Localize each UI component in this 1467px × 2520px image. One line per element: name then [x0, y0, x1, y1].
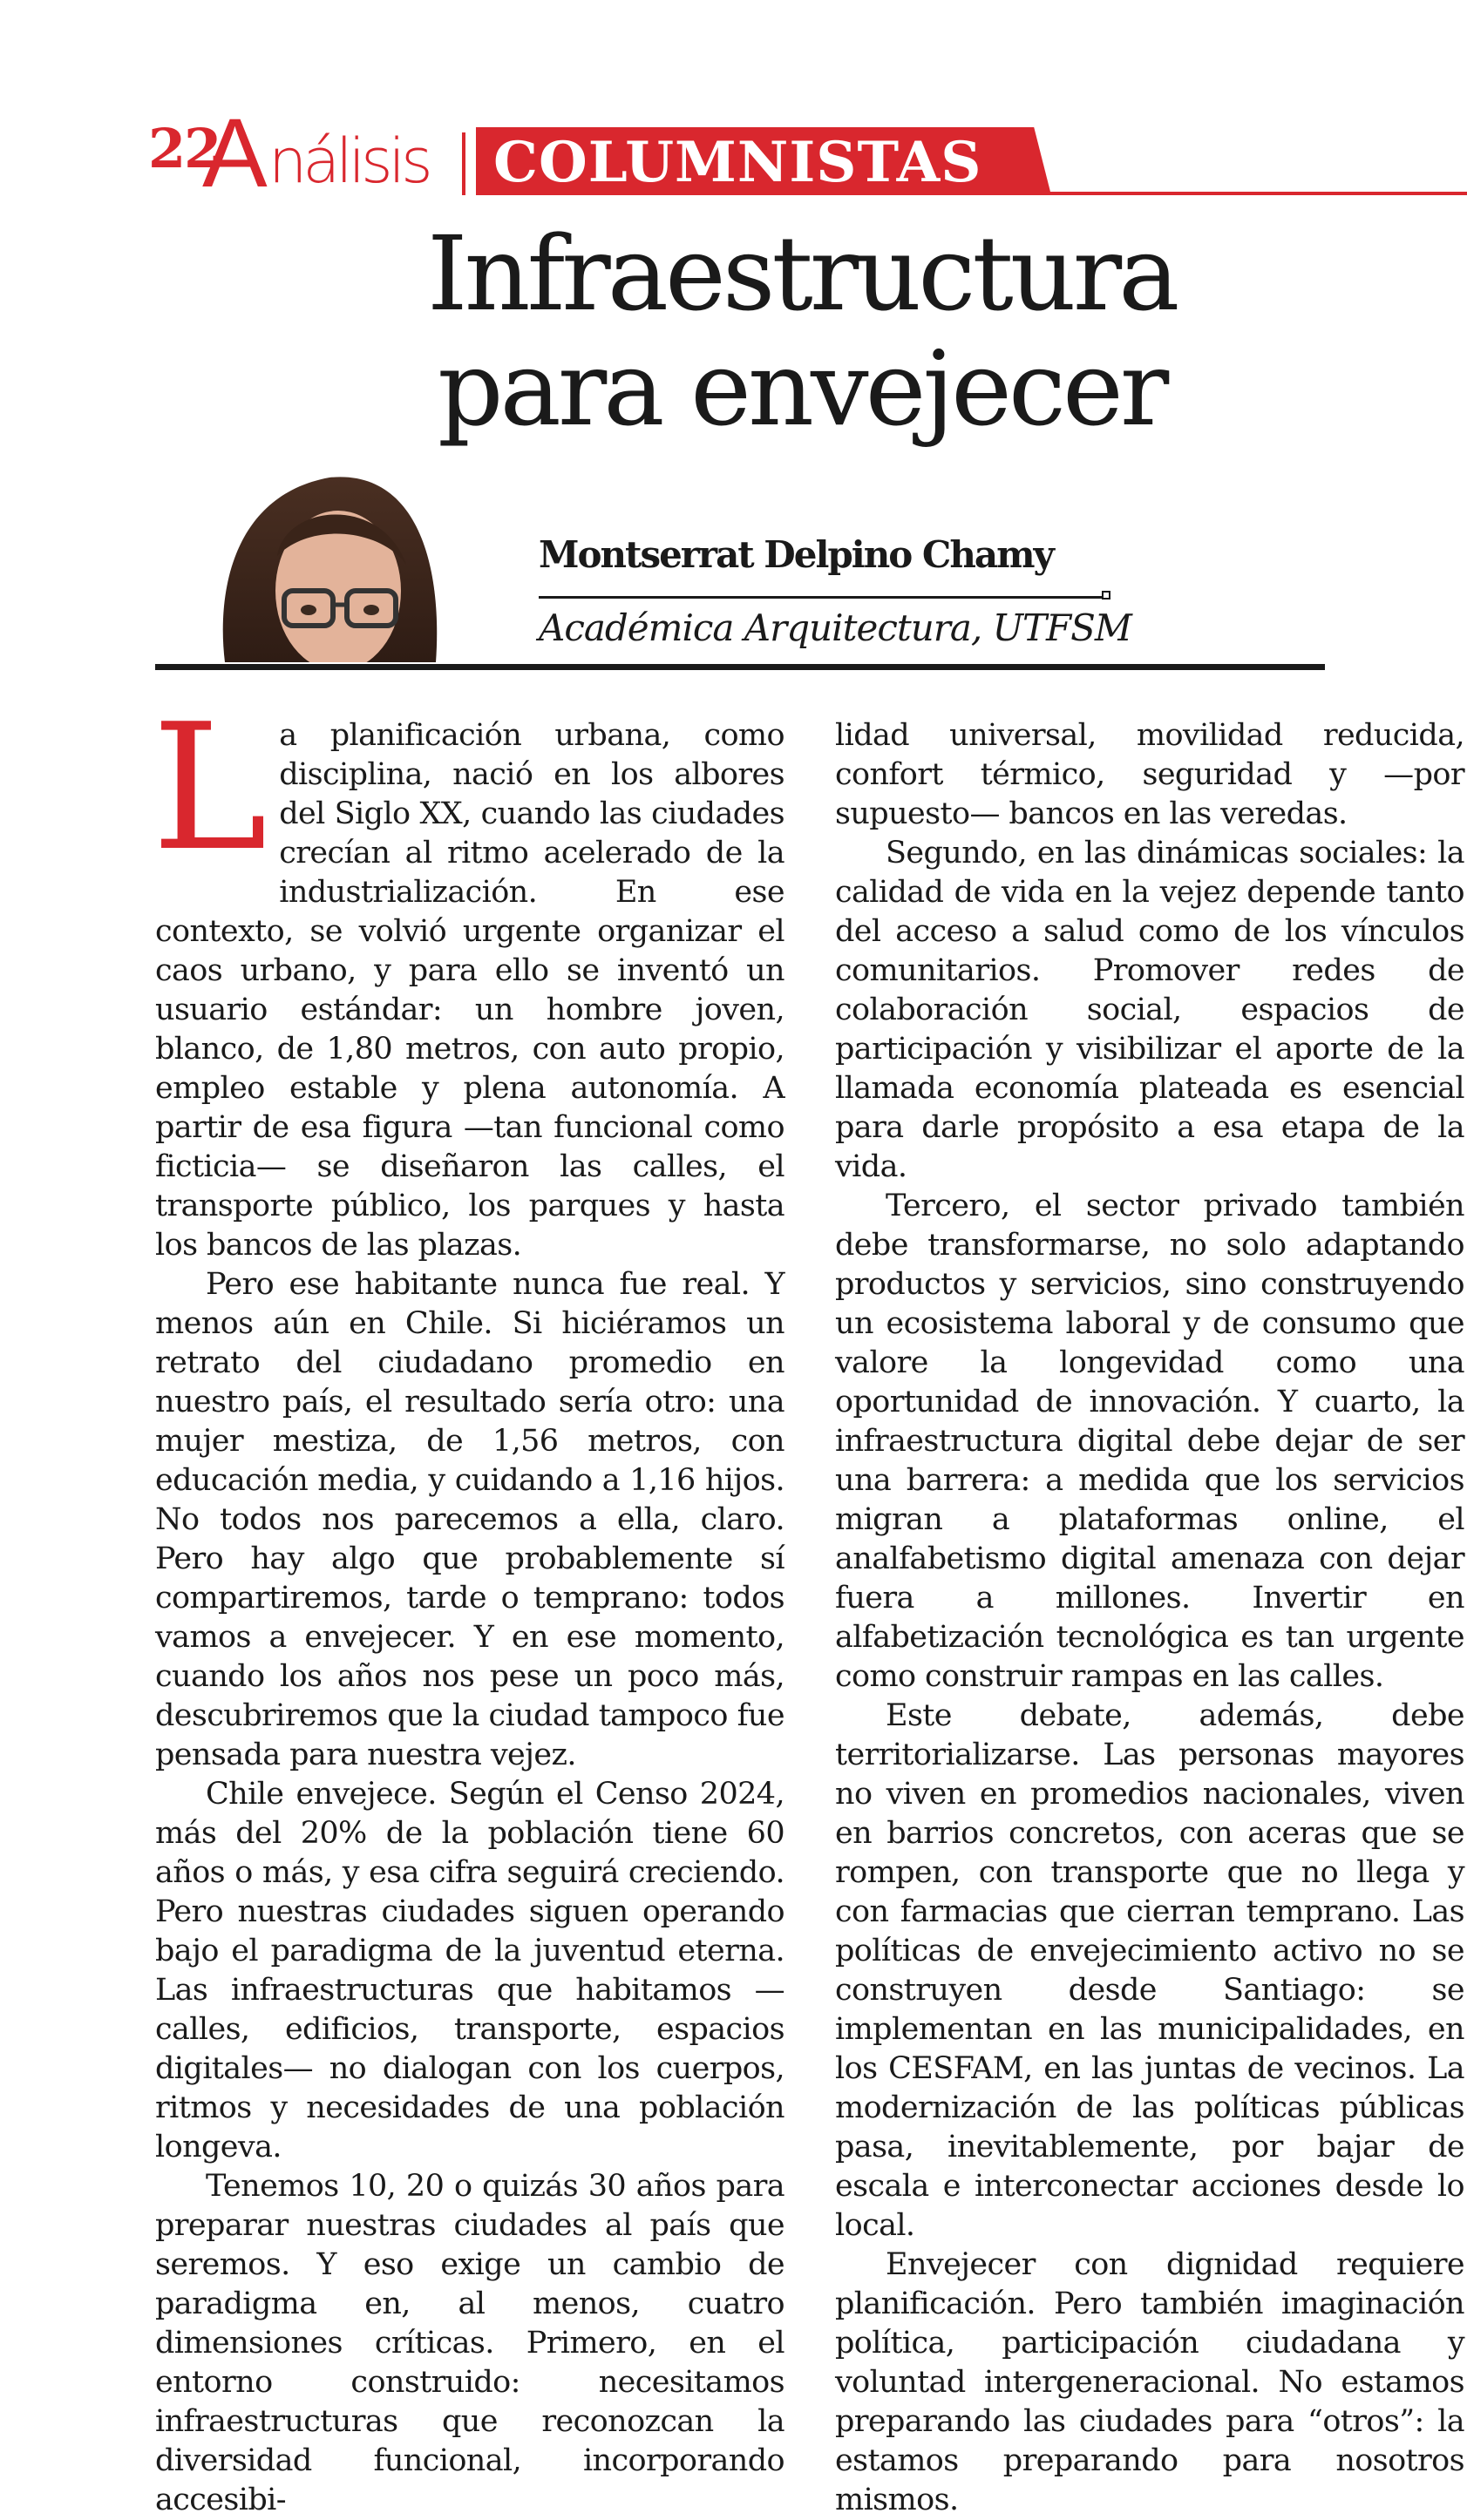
paragraph: Este debate, además, debe territorializarse. Las personas mayores no viven en promedios nacionales, viven en barrios concretos, con aceras que se rompen, con transporte que no llega y con farmacias que cierran temprano. Las políticas de envejecimiento activo no se construyen desde Santiago: se implementan en las municipalidades, en los CESFAM, en las juntas de vecinos. La modernización de las políticas públicas pasa, inevitablemente, por bajar de escala e interconectar acciones desde lo local.	[835, 1698, 1464, 2243]
paragraph: lidad universal, movilidad reducida, confort térmico, seguridad y —por supuesto— bancos en las veredas.	[835, 718, 1464, 831]
paragraph: Envejecer con dignidad requiere planificación. Pero también imaginación política, participación ciudadana y voluntad intergeneracional. No estamos preparando las ciudades para “otros”: la estamos preparando para nosotros mismos.	[835, 2247, 1464, 2517]
author-photo	[207, 460, 445, 662]
paragraph	[152, 687, 784, 1265]
author-divider-end-icon	[1102, 591, 1110, 600]
paragraph: Chile envejece. Según el Censo 2024, más del 20% de la población tiene 60 años o más, y esa cifra seguirá creciendo. Pero nuestras ciudades siguen operando bajo el paradigma de la juventud eterna. Las infraestructuras que habitamos —calles, edificios, transporte, espacios digitales— no dialogan con los cuerpos, ritmos y necesidades de una población longeva.	[155, 1777, 784, 2164]
article-title	[427, 213, 1386, 449]
author-divider	[539, 596, 1105, 599]
article-column-right	[835, 716, 1464, 2520]
header-rule	[1046, 192, 1467, 195]
author-name: Montserrat Delpino Chamy	[539, 533, 1053, 576]
paragraph: Segundo, en las dinámicas sociales: la calidad de vida en la vejez depende tanto del acceso a salud como de los vínculos comunitarios. Promover redes de colaboración social, espacios de participación y visibilizar el aporte de la llamada economía plateada es esencial para darle propósito a esa etapa de la vida.	[835, 836, 1464, 1184]
paragraph-text: a planificación urbana, como disciplina, nació en los albores del Siglo XX, cuando las ciudades crecían al ritmo acelerado de la industrialización. En ese contexto, se volvió urgente organizar el caos urbano, y para ello se inventó un usuario estándar: un hombre joven, blanco, de 1,80 metros, con auto propio, empleo estable y plena autonomía. A partir de esa figura —tan funcional como ficticia— se diseñaron las calles, el transporte público, los parques y hasta los bancos de las plazas.	[155, 718, 784, 1263]
article-column-left	[152, 687, 784, 2520]
article-title-line-2: para envejecer	[438, 329, 1166, 449]
paragraph: Tercero, el sector privado también debe transformarse, no solo adaptando productos y servicios, sino construyendo un ecosistema laboral y de consumo que valore la longevidad como una oportunidad de innovación. Y cuarto, la infraestructura digital debe dejar de ser una barrera: a medida que los servicios migran a plataformas online, el analfabetismo digital amenaza con dejar fuera a millones. Invertir en alfabetización tecnológica es tan urgente como construir rampas en las calles.	[835, 1189, 1464, 1694]
paragraph: Tenemos 10, 20 o quizás 30 años para preparar nuestras ciudades al país que seremos. Y eso exige un cambio de paradigma en, al menos, cuatro dimensiones críticas. Primero, en el entorno construido: necesitamos infraestructuras que reconozcan la diversidad funcional, incorporando accesibi-	[155, 2169, 784, 2517]
title-divider	[155, 664, 1325, 670]
paragraph: Pero ese habitante nunca fue real. Y menos aún en Chile. Si hiciéramos un retrato del ciudadano promedio en nuestro país, el resultado sería otro: una mujer mestiza, de 1,56 metros, con educación media, y cuidando a 1,16 hijos. No todos nos parecemos a ella, claro. Pero hay algo que probablemente sí compartiremos, tarde o temprano: todos vamos a envejecer. Y en ese momento, cuando los años nos pese un poco más, descubriremos que la ciudad tampoco fue pensada para nuestra vejez.	[155, 1267, 784, 1772]
author-role: Académica Arquitectura, UTFSM	[539, 606, 1131, 649]
author-portrait-icon	[207, 460, 445, 662]
drop-cap: L	[152, 687, 268, 890]
page-number: 22	[148, 117, 221, 180]
section-label: COLUMNISTAS	[493, 130, 982, 195]
article-title-line-1: Infraestructura	[427, 213, 1177, 334]
section-name-initial: A	[202, 98, 264, 207]
section-separator	[462, 132, 465, 195]
section-name: nálisis	[268, 125, 429, 197]
